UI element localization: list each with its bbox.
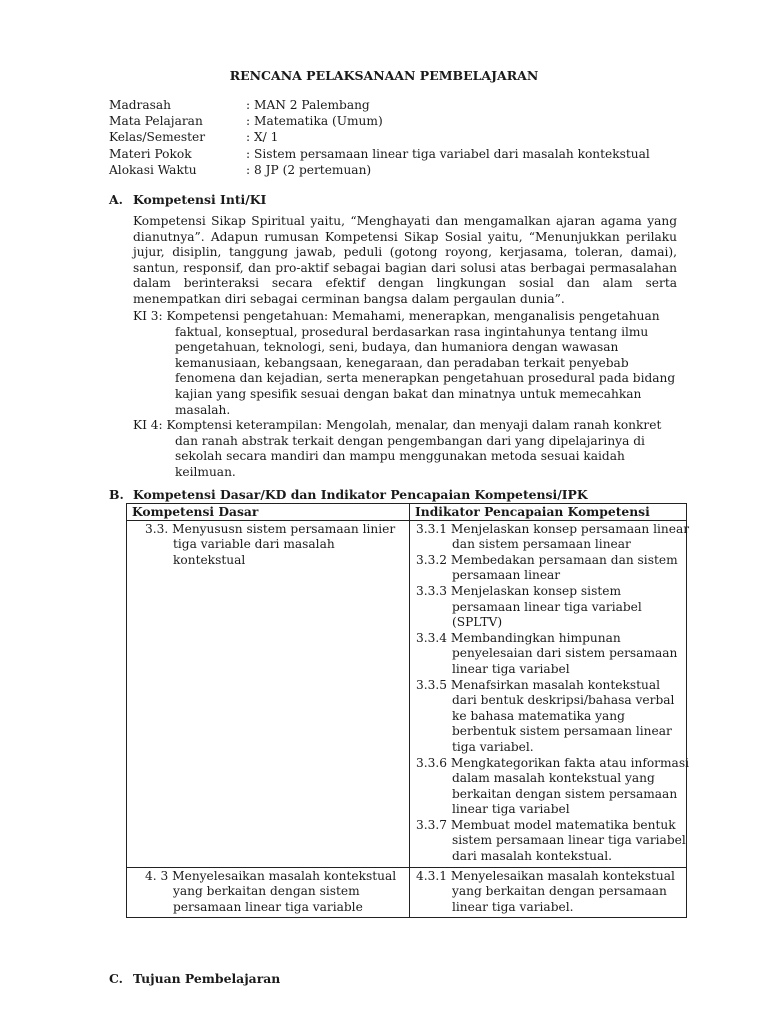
kd-line: persamaan linear tiga variable [173,899,363,914]
column-header-kd: Kompetensi Dasar [127,504,410,521]
section-title: Kompetensi Inti/KI [133,192,267,207]
ipk-line: dalam masalah kontekstual yang [452,771,655,786]
ipk-line: 3.3.7 Membuat model matematika bentuk [416,817,676,832]
section-b-heading [109,487,588,503]
ipk-line: persamaan linear [452,568,561,583]
ipk-line: 3.3.6 Mengkategorikan fakta atau informasi [416,755,689,770]
identity-row [109,147,709,163]
ipk-line: 3.3.4 Membandingkan himpunan [416,630,621,645]
section-letter: B. [109,487,124,502]
ki3-line: kajian yang spesifik sesuai dengan bakat dan minatnya untuk memecahkan [175,386,642,401]
ki3-line: masalah. [175,402,231,417]
section-a-heading [109,192,266,208]
identity-label: Alokasi Waktu [109,162,197,177]
ipk-line: dari bentuk deskripsi/bahasa verbal [452,693,675,708]
identity-value: : Matematika (Umum) [246,114,383,129]
identity-label: Kelas/Semester [109,130,206,145]
ipk-line: persamaan linear tiga variabel [452,599,642,614]
ki3-block [133,309,677,418]
identity-block [109,98,709,179]
ki3-line: KI 3: Kompetensi pengetahuan: Memahami, menerapkan, menganalisis pengetahuan [133,309,660,323]
ki4-line: keilmuan. [175,464,236,479]
identity-row [109,163,709,179]
ipk-line: berbentuk sistem persamaan linear [452,724,672,739]
section-c-heading [109,971,280,987]
ipk-item [416,631,680,678]
ipk-line: linear tiga variabel. [452,899,574,914]
ki3-line: pengetahuan, teknologi, seni, budaya, dan humaniora dengan wawasan [175,340,619,355]
kd-cell [127,520,410,867]
ipk-line: berkaitan dengan sistem persamaan [452,786,678,801]
section-title: Tujuan Pembelajaran [133,971,281,986]
kd-ipk-table [126,503,690,918]
ki4-block [133,418,677,480]
section-letter: C. [109,971,123,986]
identity-value: : Sistem persamaan linear tiga variabel dari masalah kontekstual [246,146,650,161]
kd-line: 3.3. Menyususn sistem persamaan linier [145,521,396,536]
ipk-line: tiga variabel. [452,739,534,754]
document-title: RENCANA PELAKSANAAN PEMBELAJARAN [229,68,539,83]
ipk-item [416,584,680,631]
ipk-line: linear tiga variabel [452,802,570,817]
ipk-cell [410,867,687,918]
ipk-line: dari masalah kontekstual. [452,849,613,864]
ipk-item [416,755,689,818]
identity-value: : MAN 2 Palembang [246,98,370,112]
table-header-row [127,504,687,521]
ipk-item [416,553,680,584]
ipk-line: (SPLTV) [452,615,503,630]
ipk-line: 3.3.5 Menafsirkan masalah kontekstual [416,677,661,692]
ipk-item [416,817,686,865]
ki3-line: fenomena dan kejadian, serta menerapkan pengetahuan prosedural pada bidang [175,371,676,386]
ki3-line: faktual, konseptual, prosedural berdasarkan rasa ingintahunya tentang ilmu [175,324,649,339]
ipk-line: 3.3.1 Menjelaskan konsep persamaan linear [416,521,690,536]
identity-row [109,98,709,114]
identity-label: Materi Pokok [109,146,192,161]
kd-line: yang berkaitan dengan sistem [173,884,360,899]
ipk-cell [410,520,690,867]
ipk-line: ke bahasa matematika yang [452,708,625,723]
identity-label: Mata Pelajaran [109,114,203,129]
table-row [127,520,687,867]
ipk-item [416,521,690,553]
identity-row [109,130,709,146]
kd-line: tiga variable dari masalah [173,537,335,552]
identity-row [109,114,709,130]
ipk-line: sistem persamaan linear tiga variabel [452,833,686,848]
kd-cell [127,867,410,918]
ki4-line: dan ranah abstrak terkait dengan pengembangan dari yang dipelajarinya di [175,433,645,448]
ipk-line: 4.3.1 Menyelesaikan masalah kontekstual [416,868,675,883]
section-letter: A. [109,192,123,207]
section-title: Kompetensi Dasar/KD dan Indikator Pencapaian Kompetensi/IPK [133,487,588,502]
column-header-ipk: Indikator Pencapaian Kompetensi [410,504,687,521]
kd-line: 4. 3 Menyelesaikan masalah kontekstual [145,868,397,883]
ki4-line: KI 4: Komptensi keterampilan: Mengolah, menalar, dan menyaji dalam ranah konkret [133,418,662,432]
ipk-line: dan sistem persamaan linear [452,537,631,552]
ki-paragraph: Kompetensi Sikap Spiritual yaitu, “Menghayati dan mengamalkan ajaran agama yang dianutnya”. Adapun rumusan Kompetensi Sikap Sosial yaitu, “Menunjukkan perilaku jujur, disiplin, tanggung jawab, peduli (gotong royong, kerjasama, toleran, damai), santun, responsif, dan pro-aktif sebagai bagian dari solusi atas berbagai permasalahan dalam berinteraksi secara efektif dengan lingkungan sosial dan alam serta menempatkan diri sebagai cerminan bangsa dalam pergaulan dunia”. [133,214,677,306]
ki3-line: kemanusiaan, kebangsaan, kenegaraan, dan peradaban terkait penyebab [175,355,629,370]
ki4-line: sekolah secara mandiri dan mampu menggunakan metoda sesuai kaidah [175,449,625,464]
ipk-item [416,869,680,916]
table-row [127,867,687,918]
ipk-line: linear tiga variabel [452,661,570,676]
identity-label: Madrasah [109,98,172,112]
ipk-line: 3.3.2 Membedakan persamaan dan sistem [416,552,678,567]
identity-value: : 8 JP (2 pertemuan) [246,162,372,177]
ipk-line: 3.3.3 Menjelaskan konsep sistem [416,583,621,598]
ipk-line: penyelesaian dari sistem persamaan [452,646,678,661]
kd-line: kontekstual [173,552,246,567]
identity-value: : X/ 1 [246,130,279,145]
ipk-item [416,678,680,756]
ipk-line: yang berkaitan dengan persamaan [452,884,667,899]
